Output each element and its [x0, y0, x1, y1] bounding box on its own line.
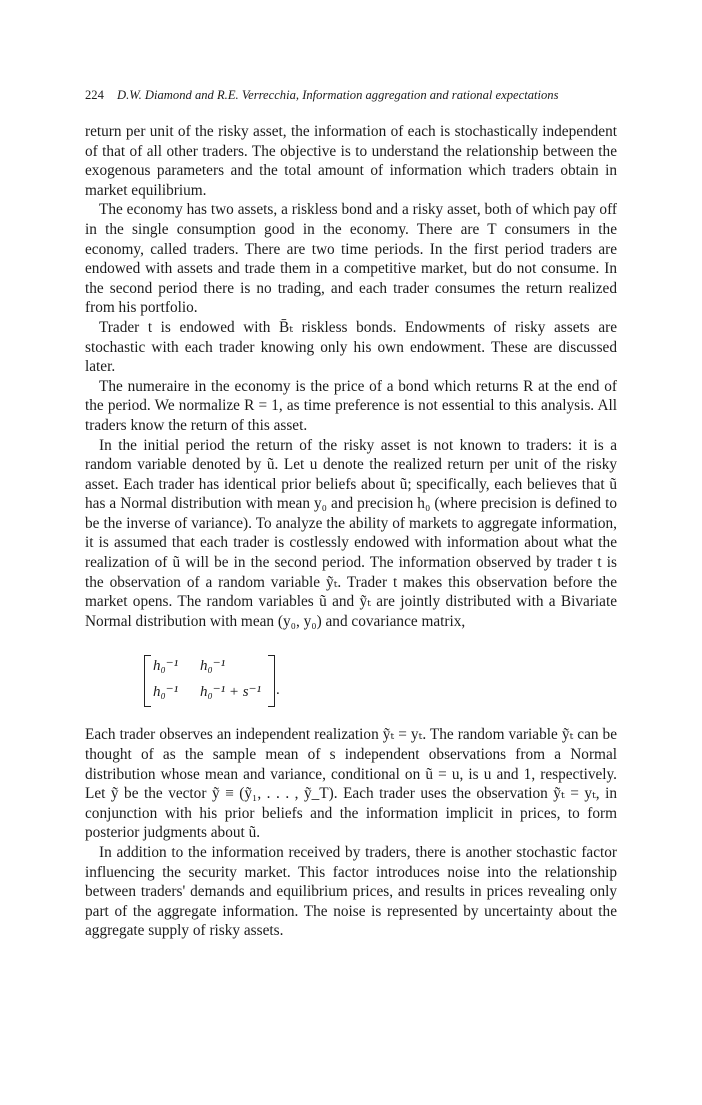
matrix-cell-12: h₀⁻¹ [200, 658, 226, 675]
matrix-cell-11: h₀⁻¹ [153, 658, 179, 675]
paragraph-3: Trader t is endowed with B̄ₜ riskless bonds. Endowments of risky assets are stochastic with each trader knowing only his own endowment. These are discussed later. [85, 318, 617, 376]
running-title: D.W. Diamond and R.E. Verrecchia, Information aggregation and rational expectations [117, 88, 559, 102]
running-header [85, 88, 558, 103]
matrix-period: . [276, 682, 280, 699]
paragraph-6: Each trader observes an independent realization ỹₜ = yₜ. The random variable ỹₜ can be thought of as the sample mean of s independent observations from a Normal distribution whose mean and variance, conditional on ũ = u, is u and 1, respectively. Let ỹ be the vector ỹ ≡ (ỹ₁, . . . , ỹ_T). Each trader uses the observation ỹₜ = yₜ, in conjunction with his prior beliefs and the information implicit in prices, to form posterior judgments about ũ. [85, 726, 617, 842]
matrix-cell-21: h₀⁻¹ [153, 684, 179, 701]
article-body [85, 122, 617, 941]
page-number: 224 [85, 88, 104, 102]
paragraph-1: return per unit of the risky asset, the information of each is stochastically independent of that of all other traders. The objective is to understand the relationship between the exogenous parameters and the total amount of information which traders obtain in market equilibrium. [85, 123, 617, 199]
paragraph-5: In the initial period the return of the risky asset is not known to traders: it is a random variable denoted by ũ. Let u denote the realized return per unit of the risky asset. Each trader has identical prior beliefs about ũ; specifically, each believes that ũ has a Normal distribution with mean y₀ and precision h₀ (where precision is defined to be the inverse of variance). To analyze the ability of markets to aggregate information, it is assumed that each trader is costlessly endowed with information about what the realization of ũ will be in the second period. The information observed by trader t is the observation of a random variable ỹₜ. Trader t makes this observation before the market opens. The random variables ũ and ỹₜ are jointly distributed with a Bivariate Normal distribution with mean (y₀, y₀) and covariance matrix, [85, 436, 617, 630]
covariance-matrix-block [85, 631, 617, 725]
paragraph-4: The numeraire in the economy is the price of a bond which returns R at the end of the period. We normalize R = 1, as time preference is not essential to this analysis. All traders know the return of this asset. [85, 377, 617, 434]
covariance-matrix [144, 655, 284, 707]
right-bracket [268, 655, 275, 707]
matrix-cell-22: h₀⁻¹ + s⁻¹ [200, 684, 262, 701]
left-bracket [144, 655, 151, 707]
paragraph-7: In addition to the information received by traders, there is another stochastic factor influencing the security market. This factor introduces noise into the relationship between traders' demands and equilibrium prices, and results in prices revealing only part of the aggregate information. The noise is represented by uncertainty about the aggregate supply of risky assets. [85, 844, 617, 940]
paragraph-2: The economy has two assets, a riskless bond and a risky asset, both of which pay off in the single consumption good in the economy. There are T consumers in the economy, called traders. There are two time periods. In the first period traders are endowed with assets and trade them in a competitive market, but do not consume. In the second period there is no trading, and each trader consumes the return realized from his portfolio. [85, 201, 617, 317]
